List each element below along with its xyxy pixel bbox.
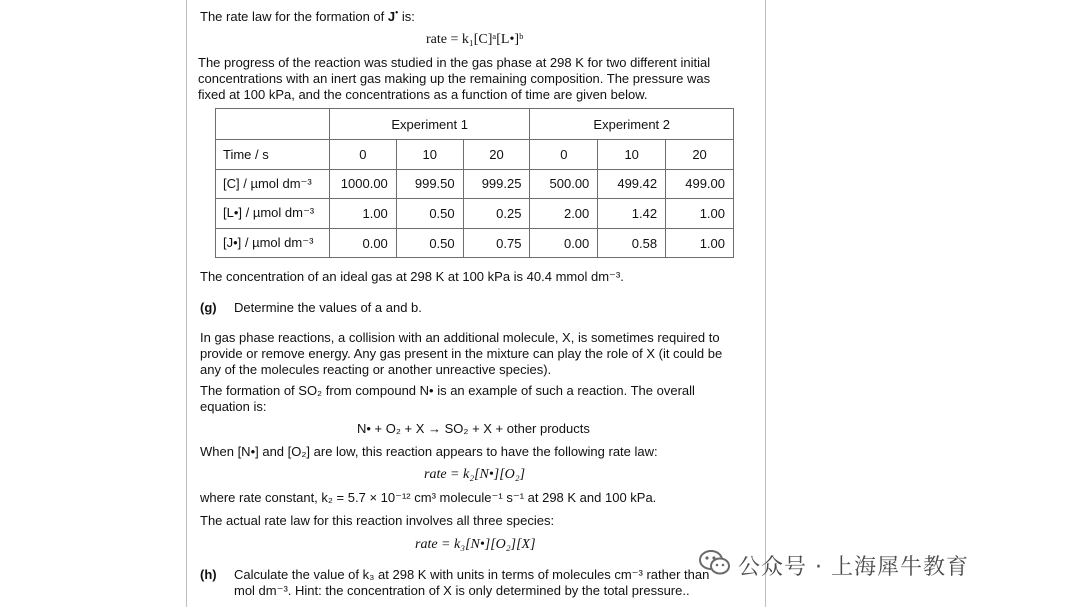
table-cell: 499.00 <box>666 169 734 199</box>
table-cell: 499.42 <box>598 169 666 199</box>
overall-equation: N• + O₂ + X → SO₂ + X + other products <box>357 421 590 436</box>
table-cell: 0.58 <box>598 228 666 258</box>
experiment-1-header: Experiment 1 <box>329 109 530 140</box>
table-corner-cell <box>216 109 330 140</box>
equation-rate-k3: rate = k₃[N•][O₂][X] <box>415 537 536 552</box>
table-row <box>216 199 734 229</box>
paragraph-collision-line3: any of the molecules reacting or another unreactive species). <box>200 362 552 377</box>
table-cell: 20 <box>463 140 530 170</box>
equation-rate-k2: rate = k₂[N•][O₂] <box>424 467 526 482</box>
question-h-label: (h) <box>200 567 217 582</box>
rate-constant-k2: where rate constant, k₂ = 5.7 × 10⁻¹² cm³ molecule⁻¹ s⁻¹ at 298 K and 100 kPa. <box>200 490 657 505</box>
table-cell: 10 <box>396 140 463 170</box>
table-cell: 999.25 <box>463 169 530 199</box>
concentration-table <box>215 108 734 258</box>
experiment-2-header: Experiment 2 <box>530 109 734 140</box>
question-h-line1: Calculate the value of k₃ at 298 K with units in terms of molecules cm⁻³ rather than <box>234 567 710 582</box>
table-cell: 500.00 <box>530 169 598 199</box>
question-g-label: (g) <box>200 300 217 315</box>
ideal-gas-note: The concentration of an ideal gas at 298 K at 100 kPa is 40.4 mmol dm⁻³. <box>200 269 624 284</box>
table-cell: 999.50 <box>396 169 463 199</box>
question-g-text: Determine the values of a and b. <box>234 300 422 315</box>
row-label: [J•] / µmol dm⁻³ <box>216 228 330 258</box>
table-cell: 0.75 <box>463 228 530 258</box>
row-label: [L•] / µmol dm⁻³ <box>216 199 330 229</box>
table-cell: 0.25 <box>463 199 530 229</box>
table-cell: 0.00 <box>530 228 598 258</box>
equation-rate-k1: rate = k₁[C]ᵃ[L•]ᵇ <box>426 32 524 47</box>
table-row <box>216 228 734 258</box>
paragraph-progress-line2: concentrations with an inert gas making up the remaining composition. The pressure was <box>198 71 711 86</box>
table-cell: 0 <box>530 140 598 170</box>
table-cell: 1.00 <box>666 199 734 229</box>
table-cell: 1.00 <box>666 228 734 258</box>
row-label: [C] / µmol dm⁻³ <box>216 169 330 199</box>
table-row <box>216 140 734 170</box>
row-label: Time / s <box>216 140 330 170</box>
wechat-icon <box>698 548 732 582</box>
table-cell: 10 <box>598 140 666 170</box>
table-cell: 0 <box>329 140 396 170</box>
paragraph-progress-line3: fixed at 100 kPa, and the concentrations as a function of time are given below. <box>198 87 648 102</box>
table-row <box>216 169 734 199</box>
paragraph-so2-line2: equation is: <box>200 399 267 414</box>
table-cell: 0.00 <box>329 228 396 258</box>
paragraph-collision-line2: provide or remove energy. Any gas present in the mixture can play the role of X (it could be <box>200 346 723 361</box>
paragraph-collision-line1: In gas phase reactions, a collision with an additional molecule, X, is sometimes required to <box>200 330 720 345</box>
table-cell: 1.42 <box>598 199 666 229</box>
table-cell: 1.00 <box>329 199 396 229</box>
question-h-line2: mol dm⁻³. Hint: the concentration of X is only determined by the total pressure.. <box>234 583 690 598</box>
paragraph-actual-rate: The actual rate law for this reaction involves all three species: <box>200 513 555 528</box>
paragraph-so2-line1: The formation of SO₂ from compound N• is an example of such a reaction. The overall <box>200 383 695 398</box>
table-cell: 2.00 <box>530 199 598 229</box>
watermark-text: 公众号 · 上海犀牛教育 <box>738 554 969 580</box>
watermark <box>698 548 969 582</box>
rate-law-intro: The rate law for the formation of J• is: <box>200 7 415 24</box>
paragraph-low-conc: When [N•] and [O₂] are low, this reaction appears to have the following rate law: <box>200 444 658 459</box>
table-cell: 0.50 <box>396 228 463 258</box>
table-cell: 1000.00 <box>329 169 396 199</box>
paragraph-progress-line1: The progress of the reaction was studied in the gas phase at 298 K for two different initial <box>198 55 711 70</box>
table-header-row <box>216 109 734 140</box>
table-cell: 20 <box>666 140 734 170</box>
table-cell: 0.50 <box>396 199 463 229</box>
